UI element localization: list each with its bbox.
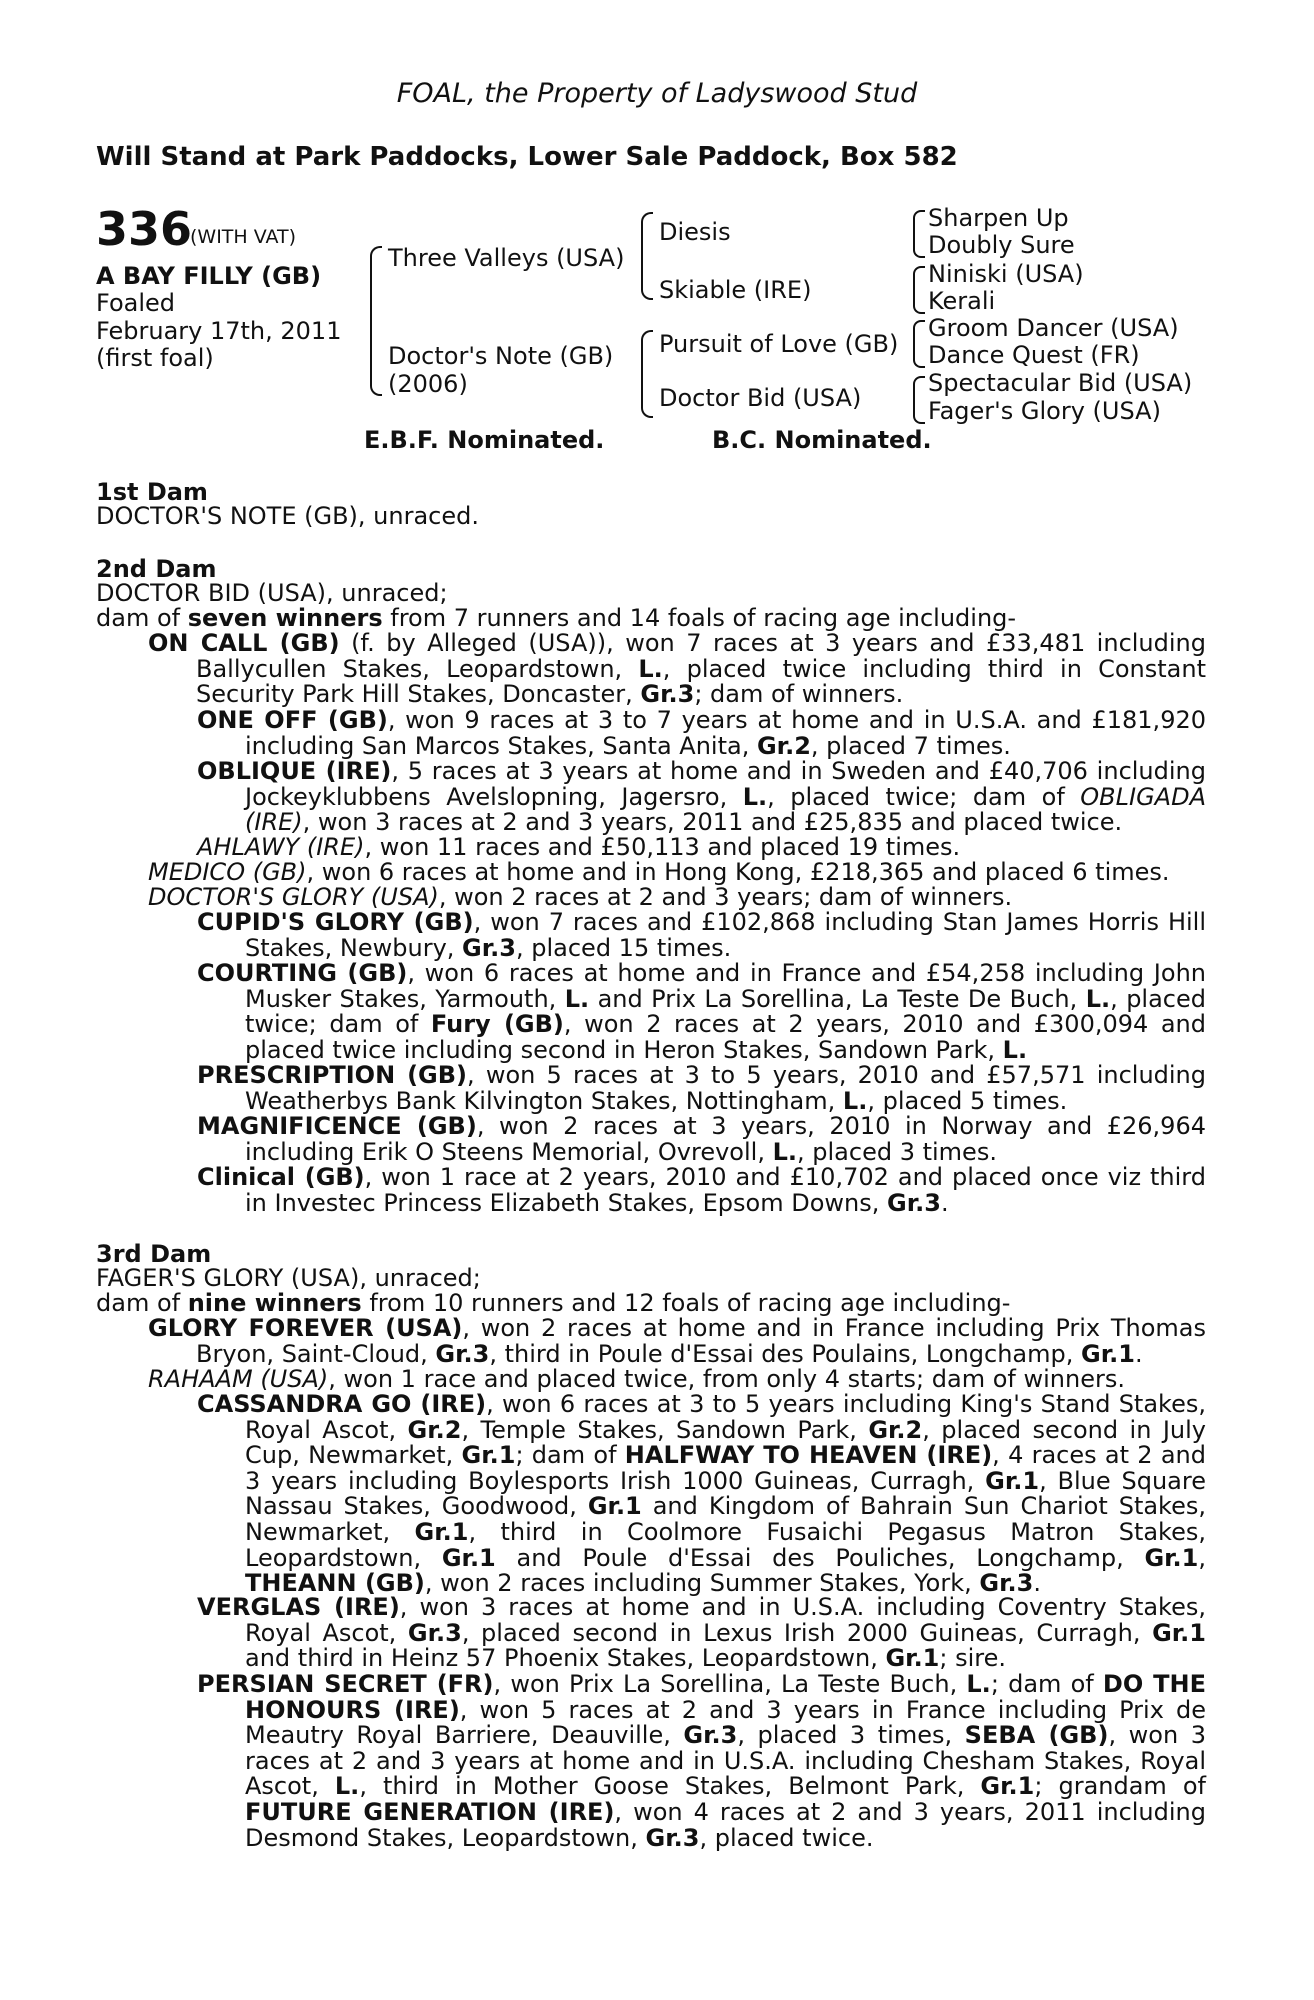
pedigree-sss: Sharpen Up	[928, 204, 1069, 232]
page-title: FOAL, the Property of Ladyswood Stud	[396, 78, 918, 109]
pedigree-dam-sire: Pursuit of Love (GB)	[659, 330, 899, 358]
third-dam-entry-glory-forever: GLORY FOREVER (USA), won 2 races at home and in France including Prix Thomas Bryon, Saint-Cloud, Gr.3, third in Poule d'Essai des Poulains, Longchamp, Gr.1.	[148, 1314, 1207, 1368]
lot-name: A BAY FILLY (GB)	[96, 262, 322, 290]
third-dam-entry-verglas: VERGLAS (IRE), won 3 races at home and in U.S.A. including Coventry Stakes, Royal Ascot, Gr.3, placed second in Lexus Irish 2000 Guineas, Curragh, Gr.1 and third in Heinz 57 Phoenix Stakes, Leopardstown, Gr.1; sire.	[197, 1593, 1206, 1673]
bc-nominated: B.C. Nominated.	[712, 426, 932, 454]
pedigree-dam: Doctor's Note (GB)	[388, 342, 614, 370]
second-dam-entry-medico: MEDICO (GB), won 6 races at home and in Hong Kong, £218,365 and placed 6 times.	[148, 858, 1170, 886]
third-dam-entry-cassandra-go: CASSANDRA GO (IRE), won 6 races at 3 to 5 years including King's Stand Stakes, Royal Ascot, Gr.2, Temple Stakes, Sandown Park, Gr.2, placed second in July Cup, Newmarket, Gr.1; dam of HALFWAY TO HEAVEN (IRE), 4 races at 2 and 3 years including Boylesports Irish 1000 Guineas, Curragh, Gr.1, Blue Square Nassau Stakes, Goodwood, Gr.1 and Kingdom of Bahrain Sun Chariot Stakes, Newmarket, Gr.1, third in Coolmore Fusaichi Pegasus Matron Stakes, Leopardstown, Gr.1 and Poule d'Essai des Pouliches, Longchamp, Gr.1, THEANN (GB), won 2 races including Summer Stakes, York, Gr.3.	[197, 1390, 1207, 1598]
pedigree-dam-dam: Doctor Bid (USA)	[659, 384, 862, 412]
third-dam-line1: FAGER'S GLORY (USA), unraced;	[96, 1264, 481, 1292]
pedigree-ddd: Fager's Glory (USA)	[928, 397, 1161, 425]
second-dam-entry-courting: COURTING (GB), won 6 races at home and in France and £54,258 including John Musker Stakes, Yarmouth, L. and Prix La Sorellina, La Teste De Buch, L., placed twice; dam of Fury (GB), won 2 races at 2 years, 2010 and £300,094 and placed twice including second in Heron Stakes, Sandown Park, L.	[197, 959, 1207, 1064]
pedigree-sdd: Kerali	[928, 287, 996, 315]
second-dam-entry-magnificence: MAGNIFICENCE (GB), won 2 races at 3 years, 2010 in Norway and £26,964 including Erik O Steens Memorial, Ovrevoll, L., placed 3 times.	[197, 1112, 1206, 1166]
second-dam-entry-cupids-glory: CUPID'S GLORY (GB), won 7 races and £102,868 including Stan James Horris Hill Stakes, Newbury, Gr.3, placed 15 times.	[197, 908, 1206, 962]
pedigree-dsd: Dance Quest (FR)	[928, 341, 1140, 369]
pedigree-sire-sire: Diesis	[659, 218, 731, 246]
pedigree-sire: Three Valleys (USA)	[388, 244, 625, 272]
pedigree-brace-g3-4	[913, 376, 925, 424]
pedigree-brace-g3-3	[913, 320, 925, 368]
first-dam-heading: 1st Dam	[96, 478, 208, 506]
second-dam-entry-one-off: ONE OFF (GB), won 9 races at 3 to 7 years at home and in U.S.A. and £181,920 including San Marcos Stakes, Santa Anita, Gr.2, placed 7 times.	[197, 706, 1206, 760]
third-dam-heading: 3rd Dam	[96, 1240, 212, 1268]
vat-note: (WITH VAT)	[190, 226, 297, 248]
pedigree-dam-year: (2006)	[388, 370, 468, 398]
pedigree-sds: Niniski (USA)	[928, 260, 1084, 288]
pedigree-brace-g3-2	[913, 266, 925, 314]
pedigree-brace-gen1	[370, 246, 382, 396]
stand-location: Will Stand at Park Paddocks, Lower Sale Paddock, Box 582	[96, 142, 958, 172]
second-dam-line2: dam of seven winners from 7 runners and 14 foals of racing age including-	[96, 604, 1017, 632]
foaled-label: Foaled	[96, 289, 176, 317]
third-dam-entry-persian-secret: PERSIAN SECRET (FR), won Prix La Sorellina, La Teste Buch, L.; dam of DO THE HONOURS (IRE), won 5 races at 2 and 3 years in France including Prix de Meautry Royal Barriere, Deauville, Gr.3, placed 3 times, SEBA (GB), won 3 races at 2 and 3 years at home and in U.S.A. including Chesham Stakes, Royal Ascot, L., third in Mother Goose Stakes, Belmont Park, Gr.1; grandam of FUTURE GENERATION (IRE), won 4 races at 2 and 3 years, 2011 including Desmond Stakes, Leopardstown, Gr.3, placed twice.	[197, 1670, 1207, 1852]
pedigree-ssd: Doubly Sure	[928, 231, 1075, 259]
third-dam-entry-rahaam: RAHAAM (USA), won 1 race and placed twice, from only 4 starts; dam of winners.	[148, 1365, 1125, 1393]
third-dam-line2: dam of nine winners from 10 runners and 12 foals of racing age including-	[96, 1289, 1011, 1317]
second-dam-entry-prescription: PRESCRIPTION (GB), won 5 races at 3 to 5 years, 2010 and £57,571 including Weatherbys Bank Kilvington Stakes, Nottingham, L., placed 5 times.	[197, 1061, 1207, 1115]
pedigree-dds: Spectacular Bid (USA)	[928, 369, 1193, 397]
second-dam-entry-ahlawy: AHLAWY (IRE), won 11 races and £50,113 and placed 19 times.	[197, 833, 961, 861]
pedigree-dss: Groom Dancer (USA)	[928, 314, 1179, 342]
pedigree-sire-dam: Skiable (IRE)	[659, 276, 812, 304]
pedigree-brace-sire	[641, 212, 653, 300]
pedigree-brace-g3-1	[913, 210, 925, 258]
foaled-date: February 17th, 2011	[96, 317, 342, 345]
second-dam-entry-doctors-glory: DOCTOR'S GLORY (USA), won 2 races at 2 and 3 years; dam of winners.	[148, 883, 1013, 911]
second-dam-entry-on-call: ON CALL (GB) (f. by Alleged (USA)), won 7 races at 3 years and £33,481 including Ballycullen Stakes, Leopardstown, L., placed twice including third in Constant Security Park Hill Stakes, Doncaster, Gr.3; dam of winners.	[148, 629, 1207, 709]
second-dam-line1: DOCTOR BID (USA), unraced;	[96, 579, 448, 607]
lot-number: 336	[96, 202, 193, 256]
second-dam-entry-clinical: Clinical (GB), won 1 race at 2 years, 2010 and £10,702 and placed once viz third in Investec Princess Elizabeth Stakes, Epsom Downs, Gr.3.	[197, 1163, 1206, 1217]
first-dam-text: DOCTOR'S NOTE (GB), unraced.	[96, 502, 479, 530]
first-foal-note: (first foal)	[96, 344, 214, 372]
pedigree-brace-dam	[641, 330, 653, 418]
second-dam-heading: 2nd Dam	[96, 555, 217, 583]
ebf-nominated: E.B.F. Nominated.	[364, 426, 605, 454]
second-dam-entry-oblique: OBLIQUE (IRE), 5 races at 3 years at home and in Sweden and £40,706 including Jockeyklubbens Avelslopning, Jagersro, L., placed twice; dam of OBLIGADA (IRE), won 3 races at 2 and 3 years, 2011 and £25,835 and placed twice.	[197, 757, 1206, 837]
